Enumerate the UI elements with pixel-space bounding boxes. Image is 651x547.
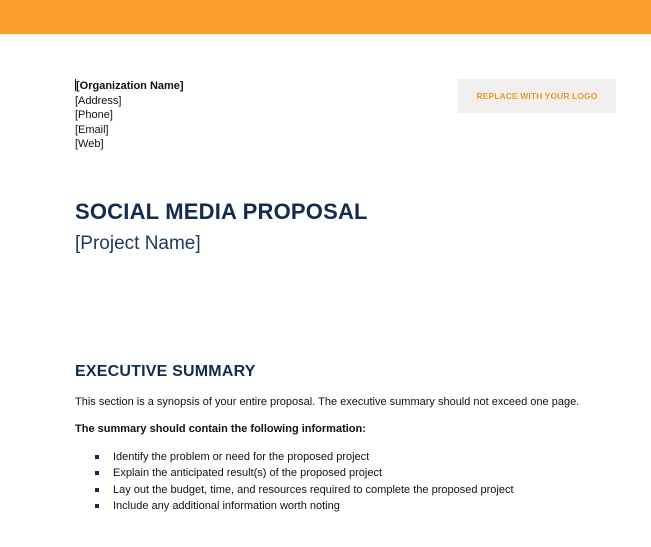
executive-summary-intro[interactable]: This section is a synopsis of your entire proposal. The executive summary should not exceed one page. xyxy=(75,396,580,408)
logo-placeholder[interactable] xyxy=(458,79,616,113)
document-title[interactable]: SOCIAL MEDIA PROPOSAL xyxy=(75,199,368,224)
project-name[interactable]: [Project Name] xyxy=(75,233,201,254)
executive-summary-heading[interactable]: EXECUTIVE SUMMARY xyxy=(75,363,256,380)
list-item[interactable] xyxy=(95,465,514,481)
list-item[interactable] xyxy=(95,449,514,465)
square-bullet-icon xyxy=(95,504,99,508)
square-bullet-icon xyxy=(95,455,99,459)
organization-email[interactable]: [Email] xyxy=(75,123,109,136)
executive-summary-bullet-list xyxy=(95,449,514,515)
organization-address[interactable]: [Address] xyxy=(75,94,122,107)
organization-name[interactable]: [Organization Name] xyxy=(76,80,184,92)
list-item-text: Identify the problem or need for the proposed project xyxy=(113,451,370,463)
list-item[interactable] xyxy=(95,482,514,498)
square-bullet-icon xyxy=(95,471,99,475)
organization-web[interactable]: [Web] xyxy=(75,138,104,151)
logo-placeholder-label: REPLACE WITH YOUR LOGO xyxy=(476,91,598,101)
header-accent-bar xyxy=(0,0,651,34)
executive-summary-bold-intro[interactable]: The summary should contain the following information: xyxy=(75,423,366,435)
organization-phone[interactable]: [Phone] xyxy=(75,109,113,122)
square-bullet-icon xyxy=(95,488,99,492)
list-item[interactable] xyxy=(95,498,514,514)
list-item-text: Explain the anticipated result(s) of the proposed project xyxy=(113,467,383,480)
list-item-text: Lay out the budget, time, and resources required to complete the proposed project xyxy=(113,483,514,496)
organization-name-line[interactable] xyxy=(75,79,184,94)
list-item-text: Include any additional information worth noting xyxy=(113,500,340,513)
organization-contact-block[interactable] xyxy=(75,79,184,152)
